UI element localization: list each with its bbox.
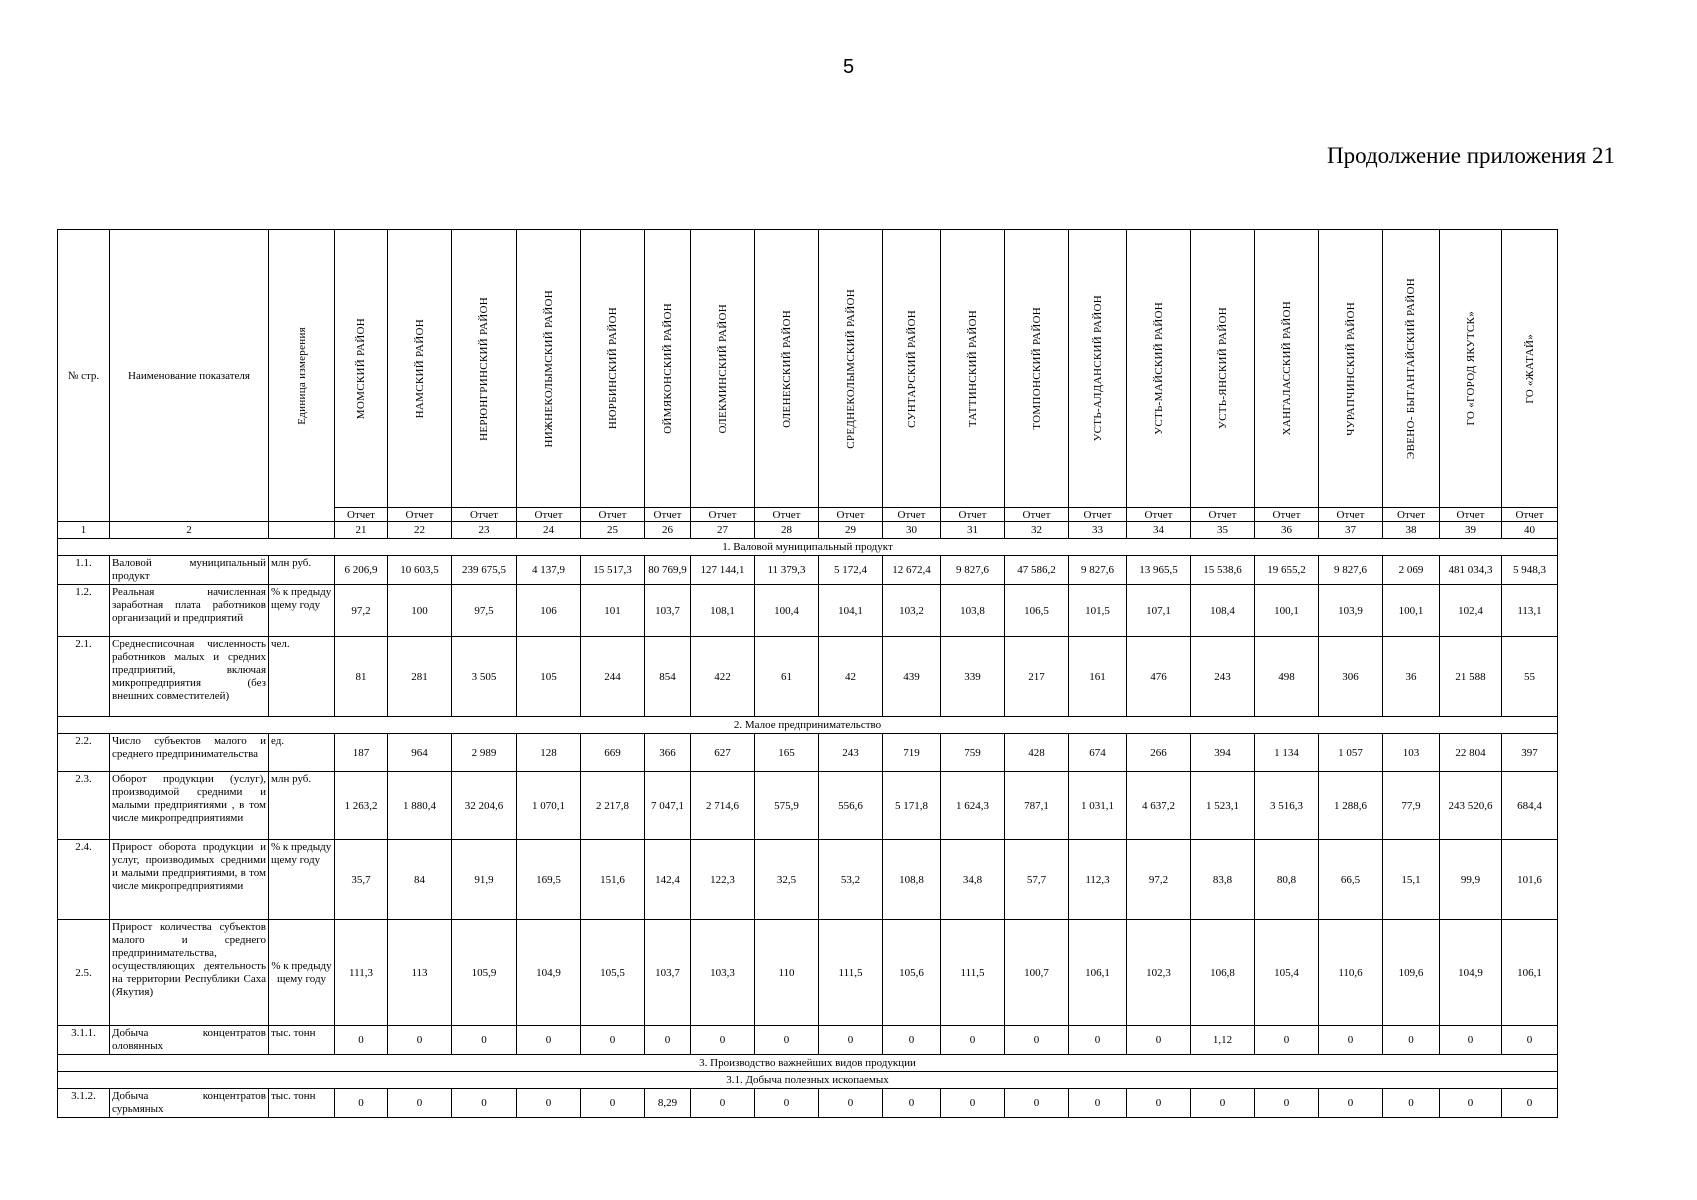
value-cell: 422 — [691, 637, 755, 717]
value-cell: 111,5 — [941, 920, 1005, 1026]
value-cell: 1 880,4 — [388, 772, 452, 840]
value-cell: 0 — [452, 1026, 517, 1055]
value-cell: 0 — [335, 1026, 388, 1055]
header-district: МОМСКИЙ РАЙОН — [335, 230, 388, 508]
column-number: 29 — [819, 522, 883, 539]
value-cell: 759 — [941, 734, 1005, 772]
value-cell: 0 — [1255, 1026, 1319, 1055]
value-cell: 32,5 — [755, 840, 819, 920]
unit: ед. — [269, 734, 335, 772]
table-row — [58, 585, 1558, 637]
indicator-name: Оборот продукции (услуг), производимой средними и малыми предприятиями , в том числе микропредприятиями — [110, 772, 269, 840]
report-label: Отчет — [335, 508, 388, 522]
value-cell: 439 — [883, 637, 941, 717]
report-label: Отчет — [691, 508, 755, 522]
value-cell: 306 — [1319, 637, 1383, 717]
value-cell: 100,1 — [1255, 585, 1319, 637]
unit: чел. — [269, 637, 335, 717]
value-cell: 0 — [1383, 1089, 1440, 1118]
column-number: 38 — [1383, 522, 1440, 539]
header-district: ХАНГАЛАССКИЙ РАЙОН — [1255, 230, 1319, 508]
value-cell: 161 — [1069, 637, 1127, 717]
value-cell: 103,9 — [1319, 585, 1383, 637]
value-cell: 103,2 — [883, 585, 941, 637]
report-label: Отчет — [1069, 508, 1127, 522]
unit: % к предыду щему году — [269, 585, 335, 637]
value-cell: 101,6 — [1502, 840, 1558, 920]
header-district: ТОМПОНСКИЙ РАЙОН — [1005, 230, 1069, 508]
row-number: 3.1.2. — [58, 1089, 110, 1118]
value-cell: 112,3 — [1069, 840, 1127, 920]
section-title: 3.1. Добыча полезных ископаемых — [58, 1072, 1558, 1089]
report-label: Отчет — [517, 508, 581, 522]
value-cell: 5 948,3 — [1502, 556, 1558, 585]
header-district: ОЛЕНЕКСКИЙ РАЙОН — [755, 230, 819, 508]
value-cell: 575,9 — [755, 772, 819, 840]
value-cell: 1,12 — [1191, 1026, 1255, 1055]
section-row — [58, 539, 1558, 556]
column-number-3 — [269, 522, 335, 539]
value-cell: 1 057 — [1319, 734, 1383, 772]
report-label: Отчет — [1502, 508, 1558, 522]
value-cell: 106,1 — [1502, 920, 1558, 1026]
value-cell: 854 — [645, 637, 691, 717]
value-cell: 103 — [1383, 734, 1440, 772]
value-cell: 0 — [1005, 1026, 1069, 1055]
value-cell: 397 — [1502, 734, 1558, 772]
value-cell: 669 — [581, 734, 645, 772]
column-number: 21 — [335, 522, 388, 539]
value-cell: 339 — [941, 637, 1005, 717]
value-cell: 0 — [517, 1026, 581, 1055]
value-cell: 122,3 — [691, 840, 755, 920]
value-cell: 103,7 — [645, 585, 691, 637]
column-number-2: 2 — [110, 522, 269, 539]
column-number: 25 — [581, 522, 645, 539]
value-cell: 8,29 — [645, 1089, 691, 1118]
value-cell: 127 144,1 — [691, 556, 755, 585]
value-cell: 2 989 — [452, 734, 517, 772]
value-cell: 84 — [388, 840, 452, 920]
value-cell: 1 263,2 — [335, 772, 388, 840]
section-row — [58, 1072, 1558, 1089]
value-cell: 103,3 — [691, 920, 755, 1026]
value-cell: 113 — [388, 920, 452, 1026]
row-number: 1.2. — [58, 585, 110, 637]
value-cell: 244 — [581, 637, 645, 717]
value-cell: 787,1 — [1005, 772, 1069, 840]
value-cell: 83,8 — [1191, 840, 1255, 920]
row-number: 2.1. — [58, 637, 110, 717]
value-cell: 32 204,6 — [452, 772, 517, 840]
value-cell: 0 — [388, 1089, 452, 1118]
column-number: 33 — [1069, 522, 1127, 539]
value-cell: 128 — [517, 734, 581, 772]
value-cell: 3 516,3 — [1255, 772, 1319, 840]
value-cell: 110,6 — [1319, 920, 1383, 1026]
row-number: 3.1.1. — [58, 1026, 110, 1055]
value-cell: 77,9 — [1383, 772, 1440, 840]
value-cell: 104,9 — [1440, 920, 1502, 1026]
value-cell: 498 — [1255, 637, 1319, 717]
value-cell: 11 379,3 — [755, 556, 819, 585]
value-cell: 1 070,1 — [517, 772, 581, 840]
value-cell: 61 — [755, 637, 819, 717]
value-cell: 80,8 — [1255, 840, 1319, 920]
value-cell: 481 034,3 — [1440, 556, 1502, 585]
value-cell: 106,1 — [1069, 920, 1127, 1026]
value-cell: 556,6 — [819, 772, 883, 840]
value-cell: 142,4 — [645, 840, 691, 920]
value-cell: 35,7 — [335, 840, 388, 920]
column-number: 31 — [941, 522, 1005, 539]
value-cell: 34,8 — [941, 840, 1005, 920]
value-cell: 109,6 — [1383, 920, 1440, 1026]
column-number: 37 — [1319, 522, 1383, 539]
header-district: ЭВЕНО- БЫТАНТАЙСКИЙ РАЙОН — [1383, 230, 1440, 508]
value-cell: 9 827,6 — [1069, 556, 1127, 585]
value-cell: 9 827,6 — [1319, 556, 1383, 585]
column-number: 23 — [452, 522, 517, 539]
value-cell: 103,8 — [941, 585, 1005, 637]
report-label: Отчет — [1440, 508, 1502, 522]
value-cell: 169,5 — [517, 840, 581, 920]
indicator-name: Число субъектов малого и среднего предпринимательства — [110, 734, 269, 772]
value-cell: 105,4 — [1255, 920, 1319, 1026]
header-district: ЧУРАПЧИНСКИЙ РАЙОН — [1319, 230, 1383, 508]
table-row — [58, 637, 1558, 717]
column-number: 30 — [883, 522, 941, 539]
value-cell: 1 288,6 — [1319, 772, 1383, 840]
header-district: ТАТТИНСКИЙ РАЙОН — [941, 230, 1005, 508]
value-cell: 97,2 — [335, 585, 388, 637]
value-cell: 394 — [1191, 734, 1255, 772]
value-cell: 97,5 — [452, 585, 517, 637]
value-cell: 97,2 — [1127, 840, 1191, 920]
value-cell: 106 — [517, 585, 581, 637]
report-label: Отчет — [819, 508, 883, 522]
value-cell: 0 — [1383, 1026, 1440, 1055]
header-district: НЕРЮНГРИНСКИЙ РАЙОН — [452, 230, 517, 508]
value-cell: 91,9 — [452, 840, 517, 920]
row-number: 2.4. — [58, 840, 110, 920]
header-district: СУНТАРСКИЙ РАЙОН — [883, 230, 941, 508]
page-number: 5 — [842, 56, 855, 78]
value-cell: 0 — [691, 1026, 755, 1055]
value-cell: 0 — [581, 1089, 645, 1118]
value-cell: 217 — [1005, 637, 1069, 717]
value-cell: 100,4 — [755, 585, 819, 637]
value-cell: 0 — [1440, 1026, 1502, 1055]
value-cell: 15 538,6 — [1191, 556, 1255, 585]
column-number: 34 — [1127, 522, 1191, 539]
value-cell: 0 — [1319, 1026, 1383, 1055]
value-cell: 111,5 — [819, 920, 883, 1026]
indicator-name: Прирост оборота продукции и услуг, производимых средними и малыми предприятиями, в том числе микропредприятиями — [110, 840, 269, 920]
value-cell: 1 624,3 — [941, 772, 1005, 840]
value-cell: 101,5 — [1069, 585, 1127, 637]
value-cell: 4 637,2 — [1127, 772, 1191, 840]
value-cell: 108,4 — [1191, 585, 1255, 637]
value-cell: 53,2 — [819, 840, 883, 920]
report-label: Отчет — [1255, 508, 1319, 522]
header-district: УСТЬ-АЛДАНСКИЙ РАЙОН — [1069, 230, 1127, 508]
table-row — [58, 556, 1558, 585]
value-cell: 1 031,1 — [1069, 772, 1127, 840]
value-cell: 106,8 — [1191, 920, 1255, 1026]
row-number: 2.3. — [58, 772, 110, 840]
row-number: 1.1. — [58, 556, 110, 585]
value-cell: 0 — [388, 1026, 452, 1055]
value-cell: 110 — [755, 920, 819, 1026]
value-cell: 0 — [517, 1089, 581, 1118]
value-cell: 13 965,5 — [1127, 556, 1191, 585]
value-cell: 12 672,4 — [883, 556, 941, 585]
unit: млн руб. — [269, 772, 335, 840]
value-cell: 22 804 — [1440, 734, 1502, 772]
value-cell: 99,9 — [1440, 840, 1502, 920]
value-cell: 0 — [1191, 1089, 1255, 1118]
value-cell: 0 — [1502, 1026, 1558, 1055]
value-cell: 104,1 — [819, 585, 883, 637]
report-label: Отчет — [388, 508, 452, 522]
table-row — [58, 920, 1558, 1026]
header-row — [58, 230, 1558, 508]
appendix-title: Продолжение приложения 21 — [1327, 143, 1615, 168]
column-number: 27 — [691, 522, 755, 539]
section-title: 2. Малое предпринимательство — [58, 717, 1558, 734]
header-district: ГО «ЖАТАЙ» — [1502, 230, 1558, 508]
header-indicator: Наименование показателя — [110, 230, 269, 522]
value-cell: 266 — [1127, 734, 1191, 772]
value-cell: 10 603,5 — [388, 556, 452, 585]
value-cell: 0 — [883, 1089, 941, 1118]
unit: % к предыду щему году — [269, 920, 335, 1026]
header-district: УСТЬ-МАЙСКИЙ РАЙОН — [1127, 230, 1191, 508]
value-cell: 1 134 — [1255, 734, 1319, 772]
value-cell: 100,7 — [1005, 920, 1069, 1026]
column-number-row — [58, 522, 1558, 539]
value-cell: 105,6 — [883, 920, 941, 1026]
header-district: ОЙМЯКОНСКИЙ РАЙОН — [645, 230, 691, 508]
value-cell: 6 206,9 — [335, 556, 388, 585]
section-row — [58, 1055, 1558, 1072]
value-cell: 243 520,6 — [1440, 772, 1502, 840]
header-unit: Единица измерения — [269, 230, 335, 522]
value-cell: 0 — [819, 1026, 883, 1055]
value-cell: 1 523,1 — [1191, 772, 1255, 840]
value-cell: 0 — [941, 1089, 1005, 1118]
value-cell: 100,1 — [1383, 585, 1440, 637]
report-label: Отчет — [645, 508, 691, 522]
indicator-name: Валовой муниципальный продукт — [110, 556, 269, 585]
header-district: УСТЬ-ЯНСКИЙ РАЙОН — [1191, 230, 1255, 508]
value-cell: 0 — [335, 1089, 388, 1118]
value-cell: 719 — [883, 734, 941, 772]
report-label: Отчет — [941, 508, 1005, 522]
value-cell: 105 — [517, 637, 581, 717]
value-cell: 243 — [819, 734, 883, 772]
value-cell: 0 — [1069, 1026, 1127, 1055]
unit: тыс. тонн — [269, 1089, 335, 1118]
value-cell: 0 — [452, 1089, 517, 1118]
value-cell: 0 — [941, 1026, 1005, 1055]
value-cell: 0 — [581, 1026, 645, 1055]
row-number: 2.5. — [58, 920, 110, 1026]
value-cell: 103,7 — [645, 920, 691, 1026]
value-cell: 100 — [388, 585, 452, 637]
value-cell: 0 — [819, 1089, 883, 1118]
value-cell: 9 827,6 — [941, 556, 1005, 585]
value-cell: 674 — [1069, 734, 1127, 772]
value-cell: 36 — [1383, 637, 1440, 717]
value-cell: 57,7 — [1005, 840, 1069, 920]
section-title: 1. Валовой муниципальный продукт — [58, 539, 1558, 556]
value-cell: 111,3 — [335, 920, 388, 1026]
value-cell: 0 — [1319, 1089, 1383, 1118]
header-district: ОЛЕКМИНСКИЙ РАЙОН — [691, 230, 755, 508]
value-cell: 627 — [691, 734, 755, 772]
column-number: 36 — [1255, 522, 1319, 539]
report-label: Отчет — [883, 508, 941, 522]
value-cell: 2 217,8 — [581, 772, 645, 840]
value-cell: 106,5 — [1005, 585, 1069, 637]
column-number: 35 — [1191, 522, 1255, 539]
value-cell: 243 — [1191, 637, 1255, 717]
indicator-name: Реальная начисленная заработная плата работников организаций и предприятий — [110, 585, 269, 637]
column-number: 32 — [1005, 522, 1069, 539]
value-cell: 5 172,4 — [819, 556, 883, 585]
value-cell: 102,3 — [1127, 920, 1191, 1026]
value-cell: 2 714,6 — [691, 772, 755, 840]
table-row — [58, 840, 1558, 920]
value-cell: 42 — [819, 637, 883, 717]
report-label: Отчет — [755, 508, 819, 522]
value-cell: 55 — [1502, 637, 1558, 717]
header-district: ГО «ГОРОД ЯКУТСК» — [1440, 230, 1502, 508]
header-district: НЮРБИНСКИЙ РАЙОН — [581, 230, 645, 508]
value-cell: 105,9 — [452, 920, 517, 1026]
value-cell: 0 — [645, 1026, 691, 1055]
value-cell: 0 — [1069, 1089, 1127, 1118]
value-cell: 80 769,9 — [645, 556, 691, 585]
report-label: Отчет — [452, 508, 517, 522]
value-cell: 47 586,2 — [1005, 556, 1069, 585]
value-cell: 21 588 — [1440, 637, 1502, 717]
header-row-no: № стр. — [58, 230, 110, 522]
value-cell: 0 — [1127, 1026, 1191, 1055]
value-cell: 4 137,9 — [517, 556, 581, 585]
column-number: 22 — [388, 522, 452, 539]
value-cell: 476 — [1127, 637, 1191, 717]
header-district: СРЕДНЕКОЛЫМСКИЙ РАЙОН — [819, 230, 883, 508]
value-cell: 151,6 — [581, 840, 645, 920]
value-cell: 0 — [755, 1089, 819, 1118]
column-number: 26 — [645, 522, 691, 539]
value-cell: 3 505 — [452, 637, 517, 717]
value-cell: 366 — [645, 734, 691, 772]
value-cell: 0 — [1005, 1089, 1069, 1118]
table-row — [58, 1026, 1558, 1055]
value-cell: 108,8 — [883, 840, 941, 920]
column-number-1: 1 — [58, 522, 110, 539]
indicator-name: Добыча концентратов оловянных — [110, 1026, 269, 1055]
value-cell: 0 — [1255, 1089, 1319, 1118]
value-cell: 428 — [1005, 734, 1069, 772]
value-cell: 101 — [581, 585, 645, 637]
column-number: 40 — [1502, 522, 1558, 539]
row-number: 2.2. — [58, 734, 110, 772]
value-cell: 15,1 — [1383, 840, 1440, 920]
column-number: 24 — [517, 522, 581, 539]
value-cell: 0 — [691, 1089, 755, 1118]
value-cell: 108,1 — [691, 585, 755, 637]
value-cell: 0 — [1502, 1089, 1558, 1118]
value-cell: 964 — [388, 734, 452, 772]
value-cell: 5 171,8 — [883, 772, 941, 840]
table-row — [58, 772, 1558, 840]
section-row — [58, 717, 1558, 734]
unit: % к предыду щему году — [269, 840, 335, 920]
value-cell: 2 069 — [1383, 556, 1440, 585]
indicator-name: Среднесписочная численность работников малых и средних предприятий, включая микропредприятия (без внешних совместителей) — [110, 637, 269, 717]
report-label: Отчет — [1383, 508, 1440, 522]
value-cell: 105,5 — [581, 920, 645, 1026]
header-district: НИЖНЕКОЛЫМСКИЙ РАЙОН — [517, 230, 581, 508]
value-cell: 0 — [1440, 1089, 1502, 1118]
value-cell: 281 — [388, 637, 452, 717]
value-cell: 15 517,3 — [581, 556, 645, 585]
report-label: Отчет — [1005, 508, 1069, 522]
column-number: 28 — [755, 522, 819, 539]
value-cell: 107,1 — [1127, 585, 1191, 637]
report-label: Отчет — [1127, 508, 1191, 522]
table-row — [58, 734, 1558, 772]
value-cell: 0 — [1127, 1089, 1191, 1118]
value-cell: 239 675,5 — [452, 556, 517, 585]
column-number: 39 — [1440, 522, 1502, 539]
value-cell: 684,4 — [1502, 772, 1558, 840]
table-row — [58, 1089, 1558, 1118]
value-cell: 0 — [755, 1026, 819, 1055]
value-cell: 102,4 — [1440, 585, 1502, 637]
value-cell: 187 — [335, 734, 388, 772]
report-label: Отчет — [581, 508, 645, 522]
section-title: 3. Производство важнейших видов продукции — [58, 1055, 1558, 1072]
value-cell: 66,5 — [1319, 840, 1383, 920]
value-cell: 113,1 — [1502, 585, 1558, 637]
unit: тыс. тонн — [269, 1026, 335, 1055]
value-cell: 7 047,1 — [645, 772, 691, 840]
report-label: Отчет — [1191, 508, 1255, 522]
header-district: НАМСКИЙ РАЙОН — [388, 230, 452, 508]
report-label: Отчет — [1319, 508, 1383, 522]
unit: млн руб. — [269, 556, 335, 585]
value-cell: 0 — [883, 1026, 941, 1055]
value-cell: 104,9 — [517, 920, 581, 1026]
indicator-name: Добыча концентратов сурьмяных — [110, 1089, 269, 1118]
value-cell: 19 655,2 — [1255, 556, 1319, 585]
data-table — [57, 229, 1558, 1118]
value-cell: 165 — [755, 734, 819, 772]
indicator-name: Прирост количества субъектов малого и среднего предпринимательства, осуществляющих деятельность на территории Республики Саха (Якутия) — [110, 920, 269, 1026]
value-cell: 81 — [335, 637, 388, 717]
